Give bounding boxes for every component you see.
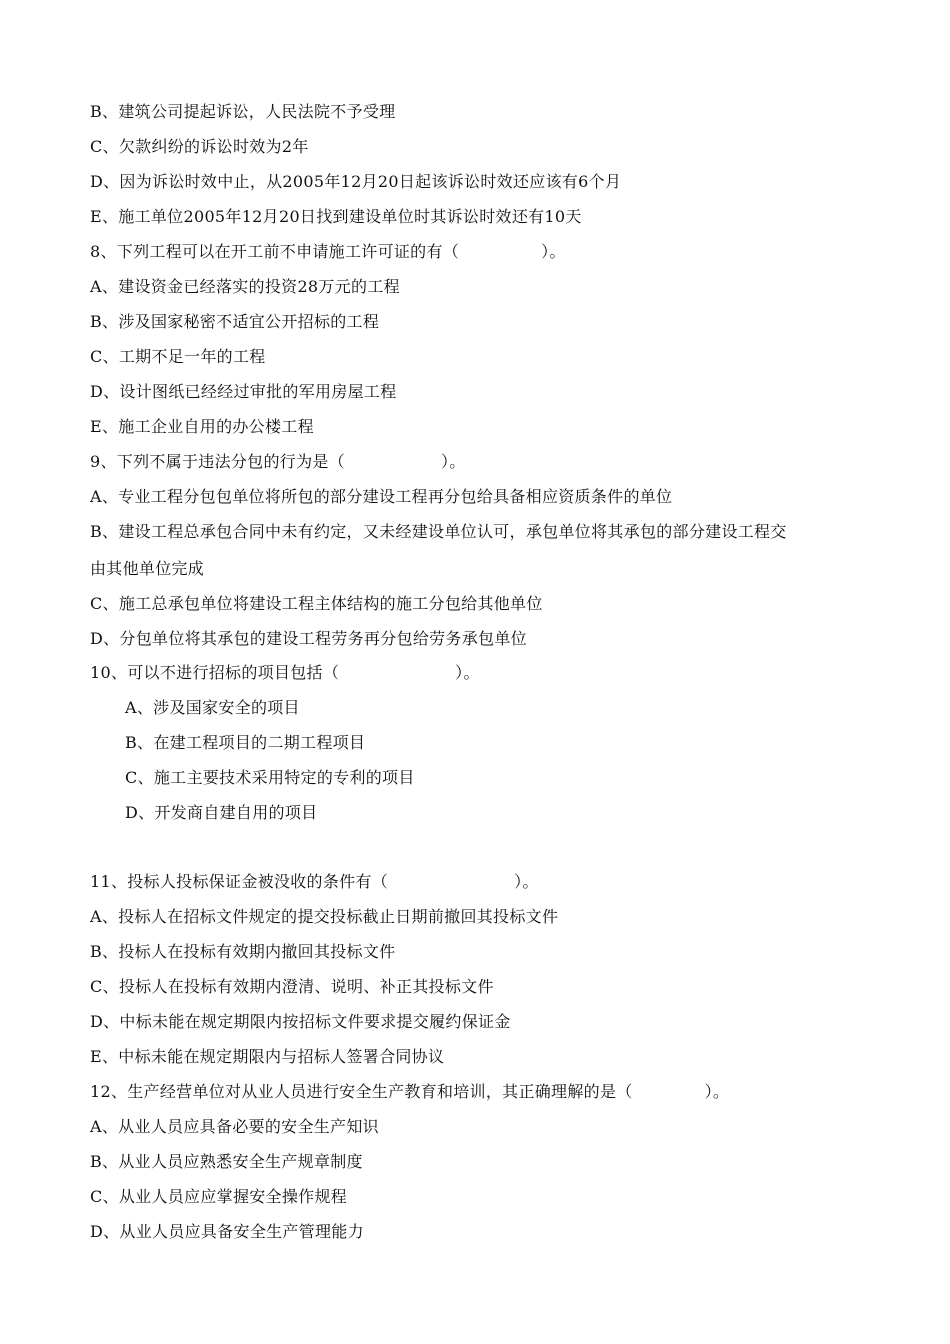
q7-option-b: B、建筑公司提起诉讼，人民法院不予受理: [90, 102, 396, 121]
q12-stem-text: 12、生产经营单位对从业人员进行安全生产教育和培训，其正确理解的是（: [90, 1082, 633, 1101]
q7-option-e: E、施工单位2005年12月20日找到建设单位时其诉讼时效还有10天: [90, 207, 582, 226]
q8-stem: [90, 241, 566, 263]
q7-option-d: D、因为诉讼时效中止，从2005年12月20日起该诉讼时效还应该有6个月: [90, 172, 622, 191]
q12-stem: [90, 1081, 729, 1103]
q9-stem: [90, 451, 466, 473]
q9-stem-text: 9、下列不属于违法分包的行为是（: [90, 452, 345, 471]
q9-option-d: D、分包单位将其承包的建设工程劳务再分包给劳务承包单位: [90, 629, 527, 648]
q11-stem-text: 11、投标人投标保证金被没收的条件有（: [90, 872, 389, 891]
q11-option-c: C、投标人在投标有效期内澄清、说明、补正其投标文件: [90, 977, 494, 996]
q10-stem-end: ）。: [455, 663, 480, 682]
q9-option-a: A、专业工程分包包单位将所包的部分建设工程再分包给具备相应资质条件的单位: [90, 487, 673, 506]
q8-stem-text: 8、下列工程可以在开工前不申请施工许可证的有（: [90, 242, 460, 261]
q11-option-b: B、投标人在投标有效期内撤回其投标文件: [90, 942, 396, 961]
q8-option-a: A、建设资金已经落实的投资28万元的工程: [90, 277, 400, 296]
q10-stem-text: 10、可以不进行招标的项目包括（: [90, 663, 340, 682]
q12-option-c: C、从业人员应应掌握安全操作规程: [90, 1187, 348, 1206]
q11-option-e: E、中标未能在规定期限内与招标人签署合同协议: [90, 1047, 445, 1066]
q8-option-b: B、涉及国家秘密不适宜公开招标的工程: [90, 312, 380, 331]
q9-option-b-line1: B、建设工程总承包合同中未有约定，又未经建设单位认可，承包单位将其承包的部分建设工程交: [90, 522, 787, 541]
q8-option-c: C、工期不足一年的工程: [90, 347, 266, 366]
q9-stem-end: ）。: [440, 452, 466, 471]
q11-stem: [90, 871, 539, 893]
q11-stem-end: ）。: [514, 872, 539, 891]
q8-option-e: E、施工企业自用的办公楼工程: [90, 417, 314, 436]
q11-option-a: A、投标人在招标文件规定的提交投标截止日期前撤回其投标文件: [90, 907, 559, 926]
q8-option-d: D、设计图纸已经经过审批的军用房屋工程: [90, 382, 397, 401]
q7-option-c: C、欠款纠纷的诉讼时效为2年: [90, 137, 309, 156]
q10-stem: [90, 662, 480, 684]
q10-option-d: D、开发商自建自用的项目: [125, 803, 318, 822]
q10-option-a: A、涉及国家安全的项目: [125, 698, 300, 717]
q10-option-b: B、在建工程项目的二期工程项目: [125, 733, 366, 752]
q8-stem-end: ）。: [541, 242, 566, 261]
q11-option-d: D、中标未能在规定期限内按招标文件要求提交履约保证金: [90, 1012, 511, 1031]
q10-option-c: C、施工主要技术采用特定的专利的项目: [125, 768, 415, 787]
q9-option-c: C、施工总承包单位将建设工程主体结构的施工分包给其他单位: [90, 594, 543, 613]
q12-option-a: A、从业人员应具备必要的安全生产知识: [90, 1117, 379, 1136]
q12-option-d: D、从业人员应具备安全生产管理能力: [90, 1222, 364, 1241]
q9-option-b-line2: 由其他单位完成: [90, 559, 205, 578]
q12-option-b: B、从业人员应熟悉安全生产规章制度: [90, 1152, 363, 1171]
q12-stem-end: ）。: [704, 1082, 730, 1101]
